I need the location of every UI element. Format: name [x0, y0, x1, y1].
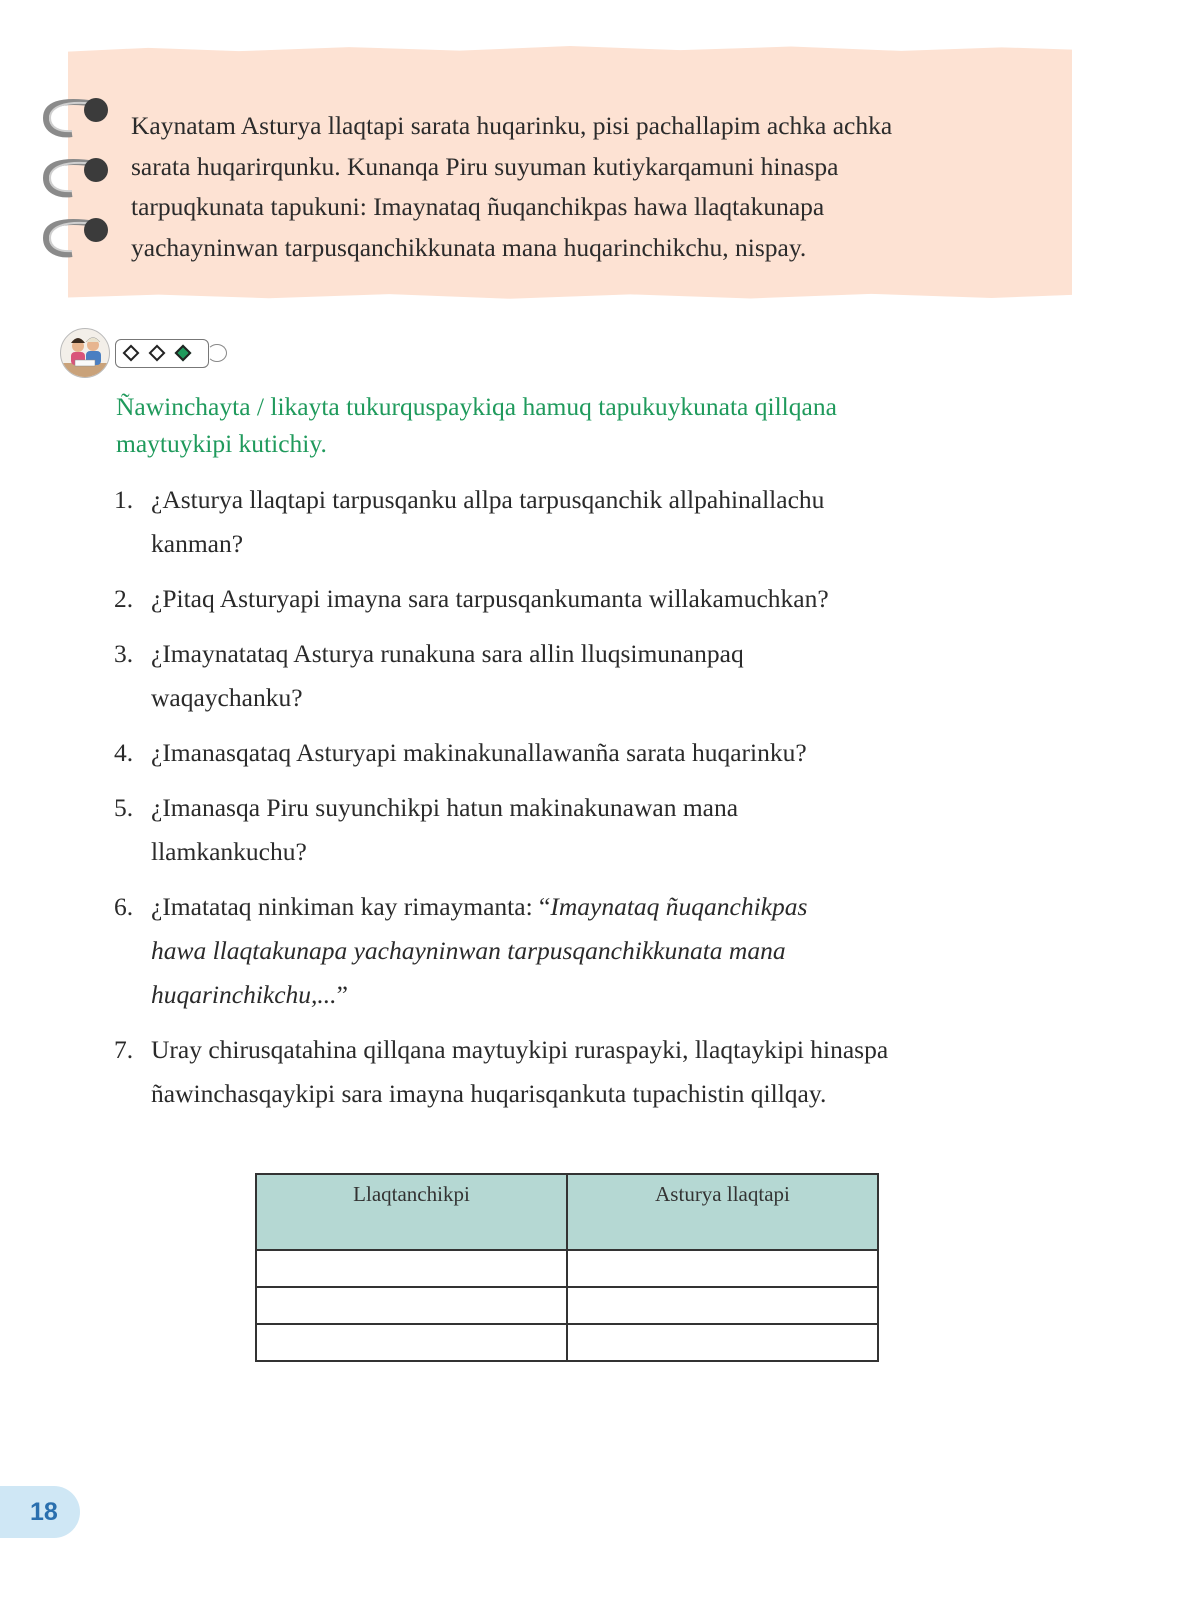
difficulty-diamond-filled: [175, 345, 192, 362]
question-number: 3.: [114, 639, 134, 668]
note-line: sarata huqarirqunku. Kunanqa Piru suyuman kutiykarqamuni hinaspa: [131, 151, 839, 181]
question-line: ¿Asturya llaqtapi tarpusqanku allpa tarpusqanchik allpahinallachu: [151, 485, 825, 514]
note-text: [131, 106, 1061, 268]
two-students-reading-icon: [60, 328, 110, 378]
question-line: Uray chirusqatahina qillqana maytuykipi ruraspayki, llaqtaykipi hinaspa: [151, 1035, 889, 1064]
instruction-line: Ñawinchayta / likayta tukurquspaykiqa hamuq tapukuykunata qillqana: [116, 392, 837, 421]
table-row: [256, 1287, 878, 1324]
table-cell: [256, 1250, 567, 1287]
question-quote: huqarinchikchu,...: [151, 980, 337, 1009]
tag-loop-icon: [207, 344, 227, 362]
comparison-table: [255, 1173, 879, 1362]
question-line: [151, 973, 1014, 1017]
question-list: [114, 478, 1014, 1127]
question-number: 7.: [114, 1035, 134, 1064]
question-item: [114, 1028, 1014, 1116]
table-cell: [567, 1324, 878, 1361]
table-cell: [567, 1250, 878, 1287]
spiral-binding-ring-icon: [38, 96, 118, 146]
question-line: ¿Imaynatataq Asturya runakuna sara allin lluqsimunanpaq: [151, 639, 744, 668]
question-item: [114, 885, 1014, 1017]
question-number: 4.: [114, 738, 134, 767]
difficulty-diamond-empty: [123, 345, 140, 362]
spiral-binding-ring-icon: [38, 216, 118, 266]
question-number: 1.: [114, 485, 134, 514]
question-number: 5.: [114, 793, 134, 822]
table-cell: [256, 1324, 567, 1361]
question-item: [114, 731, 1014, 775]
question-line: kanman?: [151, 529, 244, 558]
note-line: Kaynatam Asturya llaqtapi sarata huqarinku, pisi pachallapim achka achka: [131, 111, 893, 140]
question-prefix: ¿Imatataq ninkiman kay rimaymanta: “: [151, 892, 551, 921]
question-quote: Imaynataq ñuqanchikpas: [550, 892, 808, 921]
table-row: [256, 1324, 878, 1361]
question-line: llamkankuchu?: [151, 837, 307, 866]
question-number: 6.: [114, 892, 134, 921]
spiral-binding-ring-icon: [38, 156, 118, 206]
question-line: ¿Imanasqataq Asturyapi makinakunallawanña sarata huqarinku?: [151, 738, 807, 767]
table-cell: [567, 1287, 878, 1324]
difficulty-diamonds-icon: [115, 339, 209, 368]
instruction-line: maytuykipi kutichiy.: [116, 429, 327, 458]
table-header-cell: Asturya llaqtapi: [567, 1174, 878, 1250]
note-line: yachayninwan tarpusqanchikkunata mana huqarinchikchu, nispay.: [131, 232, 807, 262]
question-number: 2.: [114, 584, 134, 613]
question-line: ¿Pitaq Asturyapi imayna sara tarpusqankumanta willakamuchkan?: [151, 584, 829, 613]
question-item: [114, 577, 1014, 621]
table-header-row: [256, 1174, 878, 1250]
question-item: [114, 632, 1014, 720]
table-header-cell: Llaqtanchikpi: [256, 1174, 567, 1250]
question-line: [151, 885, 1014, 929]
table-row: [256, 1250, 878, 1287]
page-number-tab: [0, 1486, 80, 1538]
activity-header: [60, 328, 260, 378]
question-line: ¿Imanasqa Piru suyunchikpi hatun makinakunawan mana: [151, 793, 739, 822]
question-quote: hawa llaqtakunapa yachayninwan tarpusqanchikkunata mana: [151, 936, 786, 965]
question-suffix: ”: [336, 980, 348, 1009]
question-line: waqaychanku?: [151, 683, 303, 712]
table-cell: [256, 1287, 567, 1324]
instruction-text: [116, 388, 996, 462]
question-item: [114, 786, 1014, 874]
question-line: ñawinchasqaykipi sara imayna huqarisqankuta tupachistin qillqay.: [151, 1079, 827, 1108]
difficulty-diamond-empty: [149, 345, 166, 362]
question-item: [114, 478, 1014, 566]
page-number: 18: [30, 1498, 58, 1526]
note-line: tarpuqkunata tapukuni: Imaynataq ñuqanchikpas hawa llaqtakunapa: [131, 192, 825, 221]
